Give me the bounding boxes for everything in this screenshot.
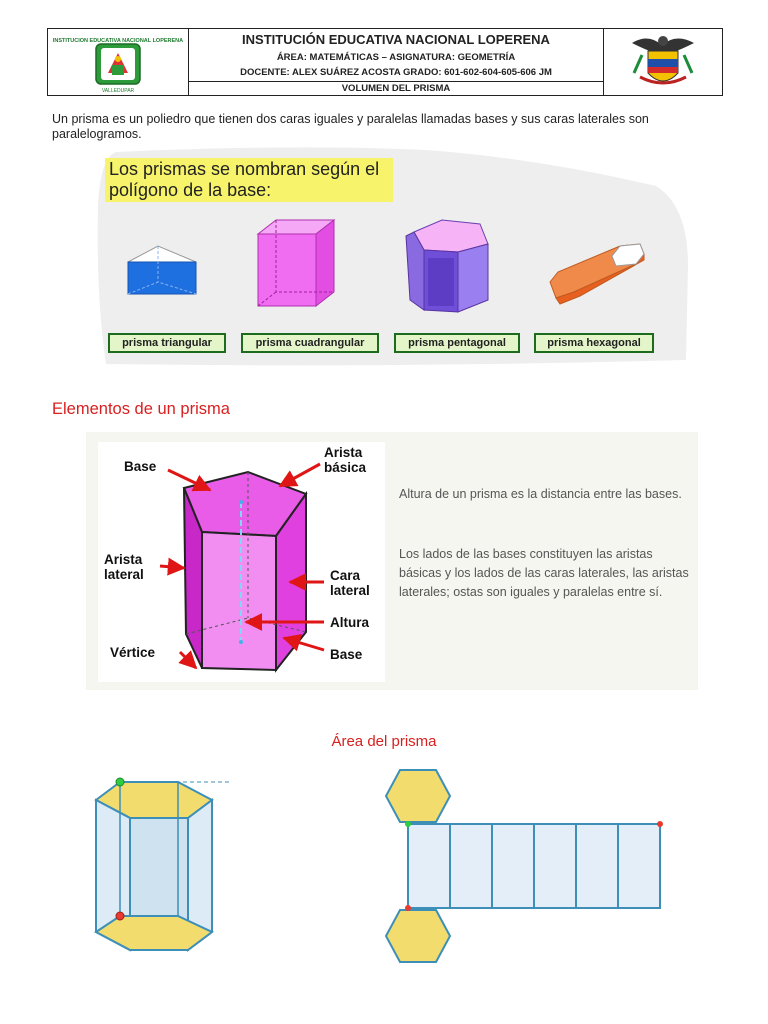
label-arista-basica: Arista básica [324, 445, 367, 475]
header-text-block [188, 29, 604, 95]
altura-definition: Altura de un prisma es la distancia entre las bases. [399, 487, 682, 501]
prism-types-panel [96, 146, 690, 368]
label-base-top: Base [124, 459, 157, 474]
intro-paragraph: Un prisma es un poliedro que tienen dos caras iguales y paralelas llamadas bases y sus caras laterales son paralelogramos. [52, 112, 649, 141]
pentagonal-prism-image [406, 220, 488, 312]
triangular-prism-image [124, 242, 200, 298]
coat-of-arms-icon [604, 29, 722, 95]
label-base-bottom: Base [330, 647, 363, 662]
label-vertice: Vértice [110, 645, 156, 660]
aristas-definition: Los lados de las bases constituyen las aristas básicas y los lados de las caras laterales, las aristas laterales; ostas son iguales y paralelas entre sí. [399, 547, 689, 599]
topic-title: VOLUMEN DEL PRISMA [188, 81, 604, 96]
rectangular-prism-image [254, 218, 338, 310]
school-logo-cell [48, 29, 189, 95]
tag-prisma-pentagonal: prisma pentagonal [394, 333, 520, 353]
tag-prisma-cuadrangular: prisma cuadrangular [241, 333, 379, 353]
elements-section-title: Elementos de un prisma [52, 400, 230, 418]
logo-text-top: INSTITUCION EDUCATIVA NACIONAL LOPERENA [52, 38, 184, 44]
subject-line: ÁREA: MATEMÁTICAS – ASIGNATURA: GEOMETRÍA [276, 52, 516, 63]
teacher-grade-line: DOCENTE: ALEX SUÁREZ ACOSTA GRADO: 601-602-604-605-606 JM [240, 67, 552, 78]
label-cara-lateral: Cara lateral [330, 568, 370, 598]
school-logo [48, 29, 188, 95]
hexagonal-prism-3d-figure [66, 768, 242, 964]
hexagonal-prism-net-figure [364, 766, 664, 964]
label-altura: Altura [330, 615, 370, 630]
prism-types-title: Los prismas se nombran según el polígono de la base: [105, 158, 393, 202]
institution-name: INSTITUCIÓN EDUCATIVA NACIONAL LOPERENA [242, 32, 550, 47]
label-arista-lateral: Arista lateral [104, 552, 144, 582]
tag-prisma-triangular: prisma triangular [108, 333, 226, 353]
area-section-title: Área del prisma [331, 733, 437, 750]
document-header [47, 28, 723, 96]
hexagonal-prism-image [544, 240, 648, 310]
coat-of-arms-cell [603, 29, 722, 95]
logo-text-bottom: VALLEDUPAR [101, 88, 135, 94]
tag-prisma-hexagonal: prisma hexagonal [534, 333, 654, 353]
